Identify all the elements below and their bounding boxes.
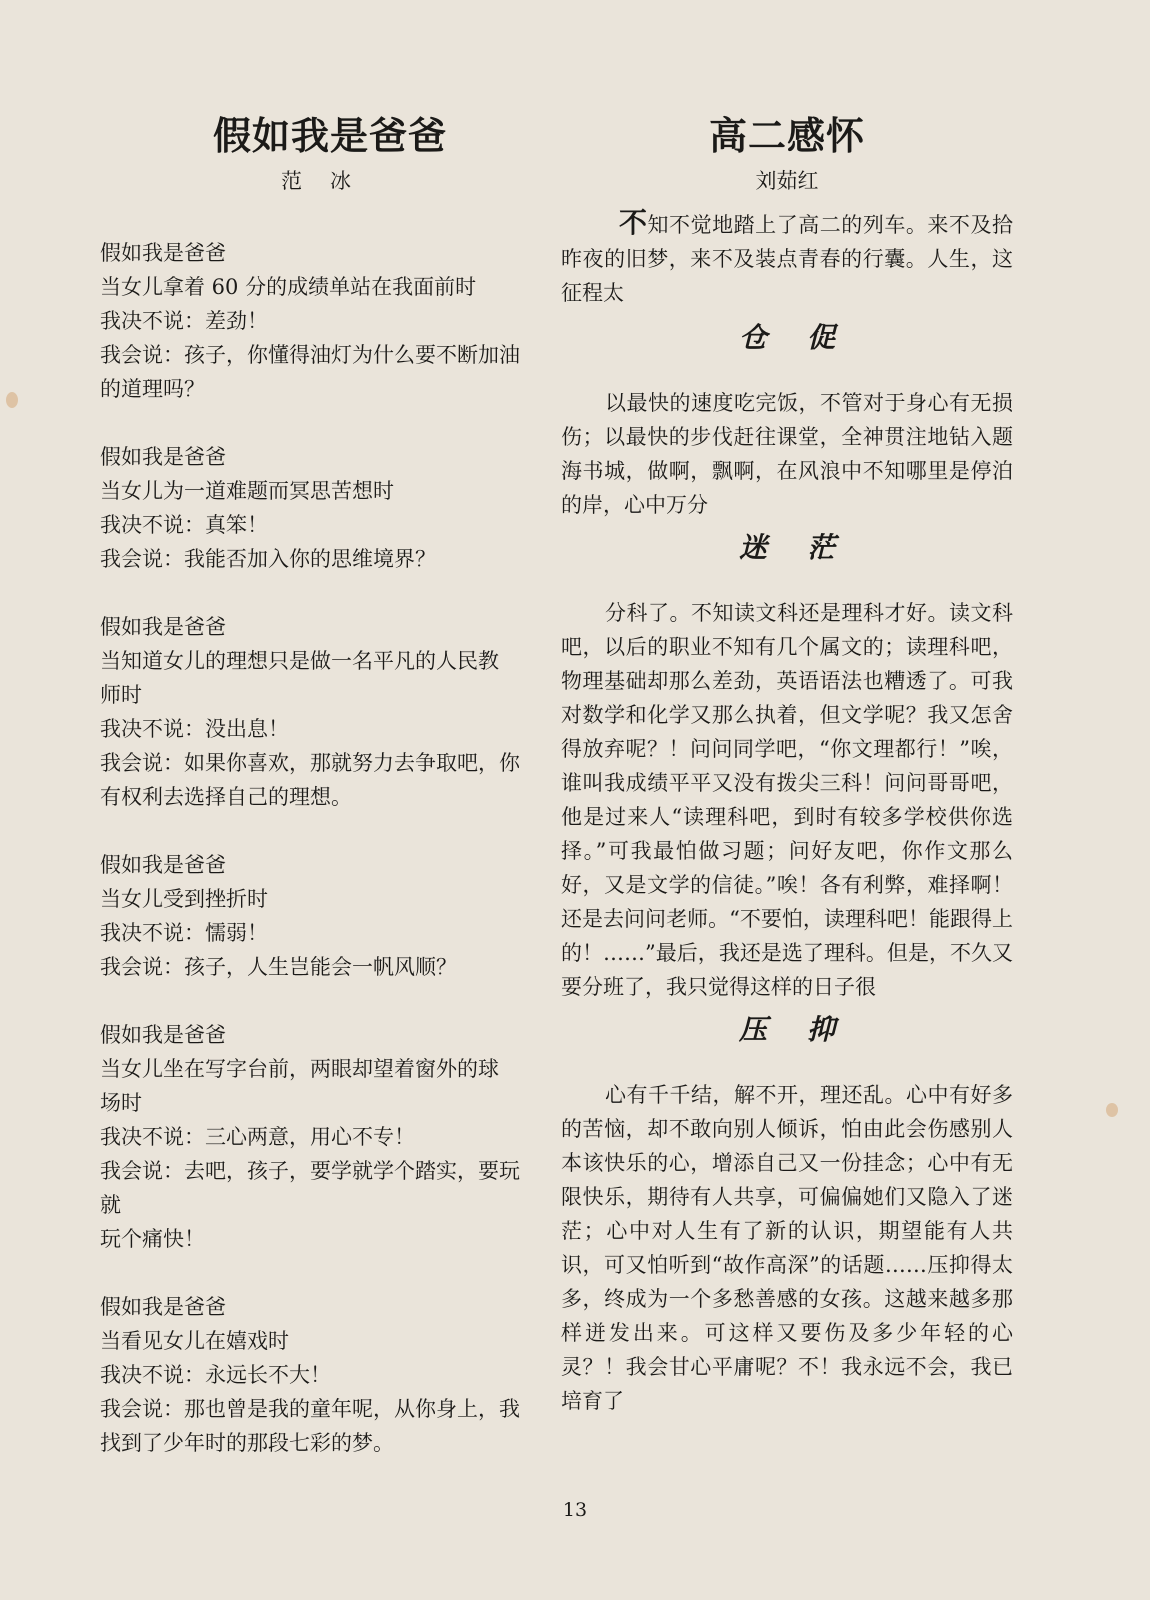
poem-stanza	[100, 848, 540, 984]
poem-line: 的道理吗？	[100, 377, 205, 401]
left-article	[100, 108, 540, 1494]
paper-speck	[1106, 1103, 1118, 1117]
poem-line: 假如我是爸爸	[100, 853, 226, 877]
poem-line: 假如我是爸爸	[100, 1295, 226, 1319]
poem-line: 我决不说：懦弱！	[100, 921, 268, 945]
page-number: 13	[562, 1499, 588, 1521]
poem-line: 当女儿为一道难题而冥思苦想时	[100, 479, 394, 503]
right-article-author: 刘茹红	[755, 169, 819, 193]
poem-stanza	[100, 440, 540, 576]
poem-stanza	[100, 236, 540, 406]
poem-line: 假如我是爸爸	[100, 1023, 226, 1047]
section-text-cangcu: 以最快的速度吃完饭，不管对于身心有无损伤；以最快的步伐赶往课堂，全神贯注地钻入题海书城，做啊，飘啊，在风浪中不知哪里是停泊的岸，心中万分	[561, 391, 1013, 517]
left-article-title: 假如我是爸爸	[212, 114, 447, 158]
poem-line: 玩个痛快！	[100, 1227, 205, 1251]
poem-line: 我会说：孩子，你懂得油灯为什么要不断加油	[100, 343, 520, 367]
intro-text: 知不觉地踏上了高二的列车。来不及拾昨夜的旧梦，来不及装点青春的行囊。人生，这征程太	[561, 213, 1013, 305]
poem	[100, 236, 540, 1460]
poem-line: 假如我是爸爸	[100, 241, 226, 265]
poem-line: 当看见女儿在嬉戏时	[100, 1329, 289, 1353]
poem-line: 我会说：那也曾是我的童年呢，从你身上，我	[100, 1397, 520, 1421]
poem-line: 我决不说：没出息！	[100, 717, 289, 741]
poem-line: 假如我是爸爸	[100, 615, 226, 639]
section-heading-mimang: 迷茫	[738, 531, 875, 564]
poem-line: 我会说：我能否加入你的思维境界？	[100, 547, 436, 571]
poem-line: 当女儿拿着 60 分的成绩单站在我面前时	[100, 275, 477, 299]
section-heading-yayi: 压抑	[738, 1013, 875, 1046]
poem-line: 场时	[100, 1091, 142, 1115]
right-article	[561, 108, 1013, 1418]
poem-stanza	[100, 1290, 540, 1460]
poem-line: 当女儿受到挫折时	[100, 887, 268, 911]
poem-line: 有权利去选择自己的理想。	[100, 785, 352, 809]
poem-line: 我决不说：差劲！	[100, 309, 268, 333]
section-heading-cangcu: 仓促	[738, 321, 875, 354]
intro-dropcap: 不	[619, 206, 648, 239]
intro-paragraph	[561, 206, 1013, 310]
left-article-author: 范冰	[281, 169, 379, 193]
poem-line: 我决不说：永远长不大！	[100, 1363, 331, 1387]
poem-line: 我决不说：三心两意，用心不专！	[100, 1125, 415, 1149]
poem-line: 我会说：去吧，孩子，要学就学个踏实，要玩就	[100, 1159, 520, 1217]
poem-line: 当女儿坐在写字台前，两眼却望着窗外的球	[100, 1057, 499, 1081]
poem-line: 找到了少年时的那段七彩的梦。	[100, 1431, 394, 1455]
poem-line: 我决不说：真笨！	[100, 513, 268, 537]
poem-line: 我会说：孩子，人生岂能会一帆风顺？	[100, 955, 457, 979]
poem-line: 师时	[100, 683, 142, 707]
poem-line: 假如我是爸爸	[100, 445, 226, 469]
paper-speck	[6, 392, 18, 408]
section-text-yayi: 心有千千结，解不开，理还乱。心中有好多的苦恼，却不敢向别人倾诉，怕由此会伤感别人本该快乐的心，增添自己又一份挂念；心中有无限快乐，期待有人共享，可偏偏她们又隐入了迷茫；心中对人生有了新的认识，期望能有人共识，可又怕听到“故作高深”的话题……压抑得太多，终成为一个多愁善感的女孩。这越来越多那样迸发出来。可这样又要伤及多少年轻的心灵？！我会甘心平庸呢？不！我永远不会，我已培育了	[561, 1083, 1013, 1413]
poem-line: 当知道女儿的理想只是做一名平凡的人民教	[100, 649, 499, 673]
poem-line: 我会说：如果你喜欢，那就努力去争取吧，你	[100, 751, 520, 775]
poem-stanza	[100, 610, 540, 814]
right-article-title: 高二感怀	[708, 114, 865, 158]
section-text-mimang: 分科了。不知读文科还是理科才好。读文科吧，以后的职业不知有几个属文的；读理科吧，物理基础却那么差劲，英语语法也糟透了。可我对数学和化学又那么执着，但文学呢？我又怎舍得放弃呢？！问问同学吧，“你文理都行！”唉，谁叫我成绩平平又没有拨尖三科！问问哥哥吧，他是过来人“读理科吧，到时有较多学校供你选择。”可我最怕做习题；问好友吧，你作文那么好，又是文学的信徒。”唉！各有利弊，难择啊！还是去问问老师。“不要怕，读理科吧！能跟得上的！……”最后，我还是选了理科。但是，不久又要分班了，我只觉得这样的日子很	[561, 601, 1013, 999]
poem-stanza	[100, 1018, 540, 1256]
